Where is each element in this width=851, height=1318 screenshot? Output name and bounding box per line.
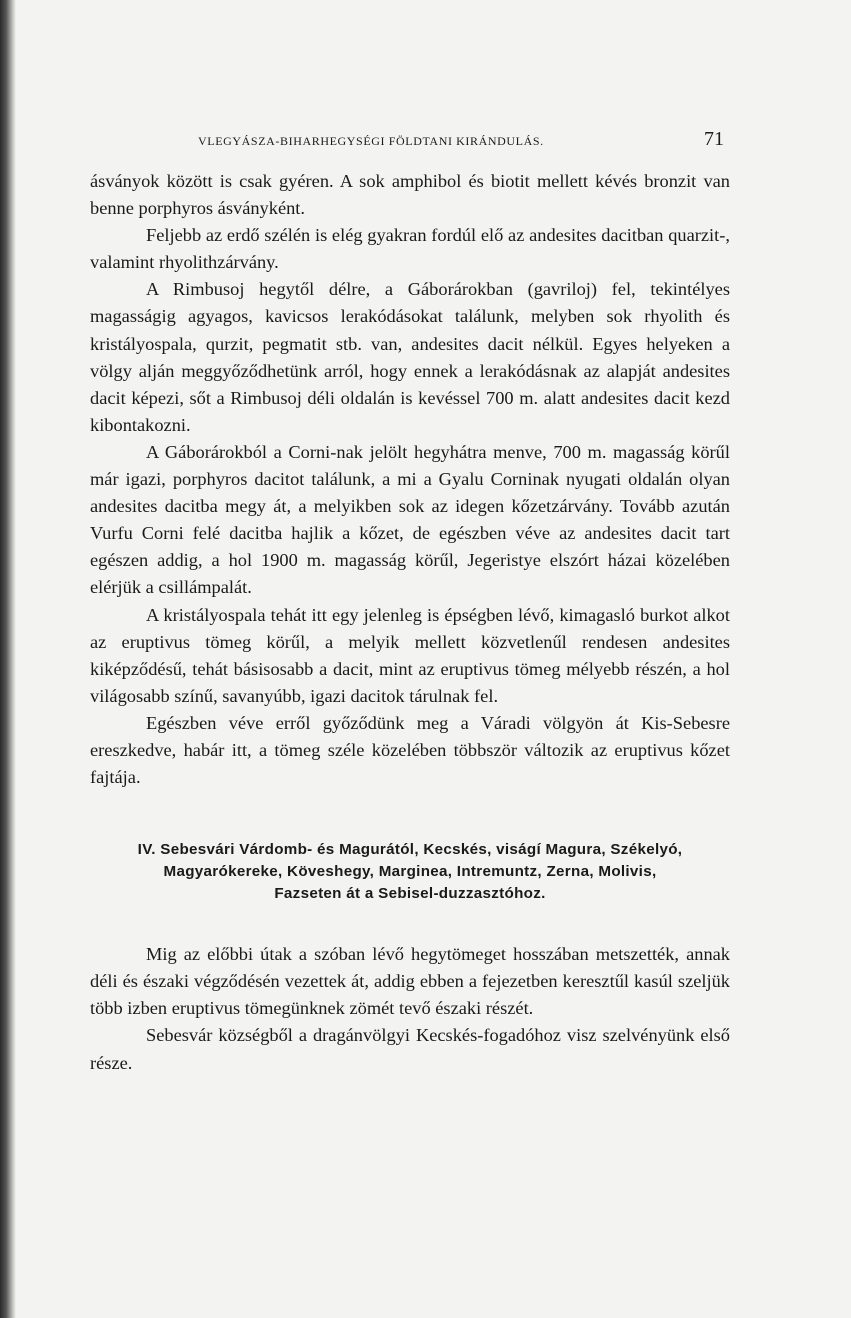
section-text	[90, 941, 730, 1076]
book-page	[90, 122, 730, 1077]
paragraph: A Gáborárokból a Corni-nak jelölt hegyhátra menve, 700 m. magasság körűl már igazi, porphyros dacitot találunk, a mi a Gyalu Corninak nyugati oldalán olyan andesites dacitba megy át, a melyikben sok az idegen kőzetzárvány. Tovább azután Vurfu Corni felé dacitba hajlik a kőzet, de egészben véve az andesites dacit tart egészen addig, a hol 1900 m. magasság körűl, Jegeristye elszórt házai közelében elérjük a csillámpalát.	[90, 441, 730, 598]
section-heading	[90, 839, 730, 905]
running-title: VLEGYÁSZA-BIHARHEGYSÉGI FÖLDTANI KIRÁNDULÁS.	[198, 134, 544, 148]
page-number: 71	[704, 128, 724, 150]
running-header	[90, 122, 730, 156]
paragraph: Sebesvár községből a dragánvölgyi Kecskés-fogadóhoz visz szelvényünk első része.	[90, 1025, 730, 1073]
section-heading-line: Magyarókereke, Köveshegy, Marginea, Intremuntz, Zerna, Molivis,	[163, 863, 657, 881]
main-text	[90, 168, 730, 791]
paragraph: ásványok között is csak gyéren. A sok amphibol és biotit mellett kévés bronzit van benne porphyros ásványként.	[90, 171, 730, 219]
paragraph: Mig az előbbi útak a szóban lévő hegytömeget hosszában metszették, annak déli és északi végződésén vezettek át, addig ebben a fejezetben keresztűl kasúl szeljük több izben eruptivus tömegünknek zömét tevő északi részét.	[90, 944, 730, 1019]
page-binding-shadow	[0, 0, 16, 1318]
paragraph: Feljebb az erdő szélén is elég gyakran fordúl elő az andesites dacitban quarzit-, valamint rhyolithzárvány.	[90, 225, 730, 273]
paragraph: A Rimbusoj hegytől délre, a Gáborárokban (gavriloj) fel, tekintélyes magasságig agyagos, kavicsos lerakódásokat találunk, melyben sok rhyolith és kristályospala, qurzit, pegmatit stb. van, andesites dacit nélkül. Egyes helyeken a völgy alján meggyőződhetünk arról, hogy ennek a lerakódásnak az alapját andesites dacit képezi, sőt a Rimbusoj déli oldalán is kevéssel 700 m. alatt andesites dacit kezd kibontakozni.	[90, 279, 730, 435]
paragraph: A kristályospala tehát itt egy jelenleg is épségben lévő, kimagasló burkot alkot az eruptivus tömeg körűl, a melyik mellett közvetlenűl rendesen andesites kiképződésű, tehát básisosabb a dacit, mint az eruptivus tömeg mélyebb részén, a hol világosabb színű, savanyúbb, igazi dacitok tárulnak fel.	[90, 604, 730, 706]
section-heading-line: Fazseten át a Sebisel-duzzasztóhoz.	[274, 885, 546, 903]
paragraph: Egészben véve erről győződünk meg a Váradi völgyön át Kis-Sebesre ereszkedve, habár itt, a tömeg széle közelében többször változik az eruptivus kőzet fajtája.	[90, 712, 730, 788]
section-heading-line: IV. Sebesvári Várdomb- és Magurától, Kecskés, viságí Magura, Székelyó,	[137, 841, 683, 859]
